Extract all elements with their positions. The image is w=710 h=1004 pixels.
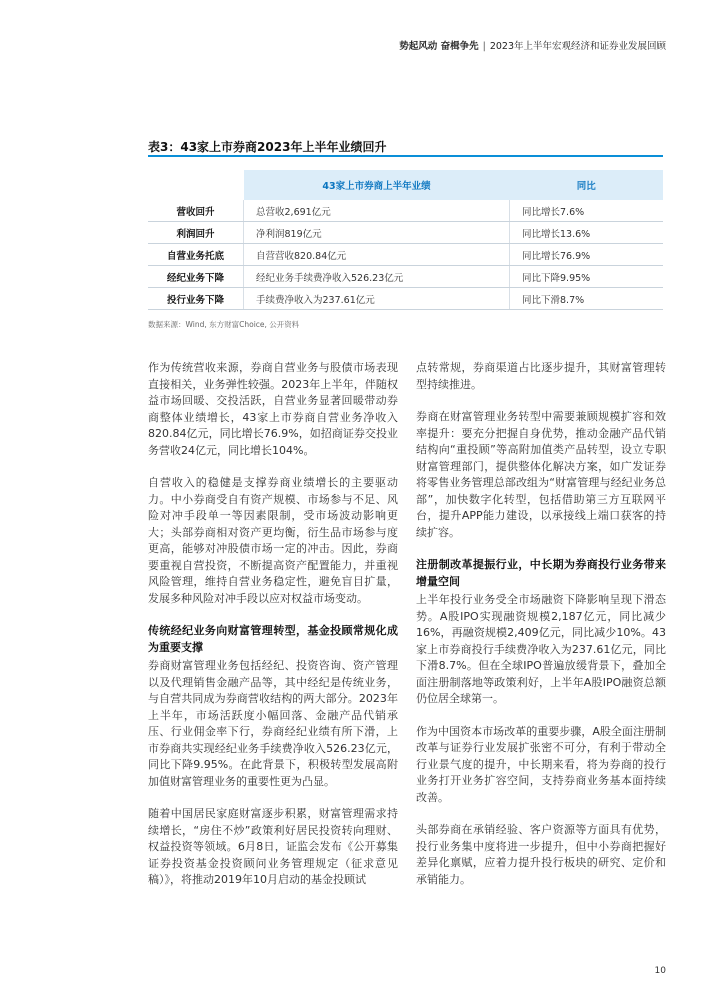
table-header-change: 同比 (510, 170, 664, 200)
row-change: 同比增长76.9% (510, 244, 664, 266)
paragraph: 券商在财富管理业务转型中需要兼顾规模扩容和效率提升：要充分把握自身优势，推动金融产品代销结构向“重投顾”等高附加值类产品转型，设立专职财富管理部门，提供整体化解决方案，如广发证券将零售业务管理总部改组为“财富管理与经纪业务总部”，加快数字化转型，包括借助第三方互联网平台，提升APP能力建设，以承接线上端口获客的持续扩容。 (416, 410, 666, 539)
paragraph: 自营收入的稳健是支撑券商业绩增长的主要驱动力。中小券商受自有资产规模、市场参与不足、风险对冲手段单一等因素限制，受市场波动影响更大；头部券商相对资产更均衡，衍生品市场参与度更高，能够对冲股债市场一定的冲击。因此，券商要重视自营投资，不断提高资产配置能力，并重视风险管理，维持自营业务稳定性，避免盲目扩量，发展多种风险对冲手段以应对权益市场变动。 (148, 476, 398, 605)
right-column (416, 360, 666, 904)
table-row (148, 266, 663, 288)
row-category: 自营业务托底 (148, 244, 244, 266)
paragraph: 作为传统营收来源，券商自营业务与股债市场表现直接相关，业务弹性较强。2023年上半年，伴随权益市场回暖、交投活跃，自营业务显著回暖带动券商整体业绩增长，43家上市券商自营业务净收入820.84亿元，同比增长76.9%，如招商证券交投业务营收24亿元，同比增长104%。 (148, 361, 398, 457)
header-separator: | (482, 41, 486, 52)
paragraph: 点转常规，券商渠道占比逐步提升，其财富管理转型持续推进。 (416, 361, 666, 391)
section-heading: 注册制改革提振行业，中长期为券商投行业务带来增量空间 (416, 558, 666, 588)
row-value: 净利润819亿元 (244, 222, 510, 244)
row-change: 同比增长7.6% (510, 200, 664, 222)
table-title: 表3：43家上市券商2023年上半年业绩回升 (148, 140, 387, 154)
paragraph: 头部券商在承销经验、客户资源等方面具有优势，投行业务集中度将进一步提升，但中小券商把握好差异化禀赋，应着力提升投行板块的研究、定价和承销能力。 (416, 823, 666, 886)
table-row (148, 200, 663, 222)
page-header (399, 38, 666, 52)
section-heading: 传统经纪业务向财富管理转型，基金投顾常规化成为重要支撑 (148, 624, 398, 654)
paragraph: 随着中国居民家庭财富逐步积累，财富管理需求持续增长，“房住不炒”政策利好居民投资转向理财、权益投资等领域。6月8日，证监会发布《公开募集证券投资基金投资顾问业务管理规定（征求意见稿）》，将推动2019年10月启动的基金投顾试 (148, 807, 398, 886)
row-value: 总营收2,691亿元 (244, 200, 510, 222)
row-category: 营收回升 (148, 200, 244, 222)
table-header-blank (148, 170, 244, 200)
row-change: 同比下滑8.7% (510, 288, 664, 310)
row-change: 同比下降9.95% (510, 266, 664, 288)
table-row (148, 288, 663, 310)
title-rule (148, 155, 663, 157)
left-column (148, 360, 398, 905)
header-report-title: 2023年上半年宏观经济和证券业发展回顾 (489, 41, 666, 52)
row-value: 自营营收820.84亿元 (244, 244, 510, 266)
row-change: 同比增长13.6% (510, 222, 664, 244)
page-number: 10 (654, 966, 666, 976)
row-category: 经纪业务下降 (148, 266, 244, 288)
row-category: 投行业务下降 (148, 288, 244, 310)
paragraph: 上半年投行业务受全市场融资下降影响呈现下滑态势。A股IPO实现融资规模2,187亿元，同比减少16%，再融资规模2,409亿元，同比减少10%。43家上市券商投行手续费净收入为237.61亿元，同比下滑8.7%。但在全球IPO普遍放缓背景下，叠加全面注册制落地等政策利好，上半年A股IPO融资总额仍位居全球第一。 (416, 593, 666, 705)
table-header-row (148, 170, 663, 200)
table-row (148, 222, 663, 244)
header-slogan: 势起风动 奋楫争先 (399, 41, 479, 52)
table-source-note: 数据来源：Wind, 东方财富Choice, 公开资料 (148, 320, 300, 329)
paragraph: 券商财富管理业务包括经纪、投资咨询、资产管理以及代理销售金融产品等，其中经纪是传统业务，与自营共同成为券商营收结构的两大部分。2023年上半年，市场活跃度小幅回落、金融产品代销承压、行业佣金率下行，券商经纪业绩有所下滑，上市券商共实现经纪业务手续费净收入526.23亿元，同比下降9.95%。在此背景下，积极转型发展高附加值财富管理业务的重要性更为凸显。 (148, 659, 398, 788)
performance-table (148, 170, 663, 310)
table-row (148, 244, 663, 266)
row-value: 手续费净收入为237.61亿元 (244, 288, 510, 310)
table-header-performance: 43家上市券商上半年业绩 (244, 170, 510, 200)
paragraph: 作为中国资本市场改革的重要步骤，A股全面注册制改革与证券行业发展扩张密不可分，有利于带动全行业景气度的提升，中长期来看，将为券商的投行业务打开业务扩容空间，支持券商业务基本面持续改善。 (416, 724, 666, 804)
row-category: 利润回升 (148, 222, 244, 244)
row-value: 经纪业务手续费净收入526.23亿元 (244, 266, 510, 288)
